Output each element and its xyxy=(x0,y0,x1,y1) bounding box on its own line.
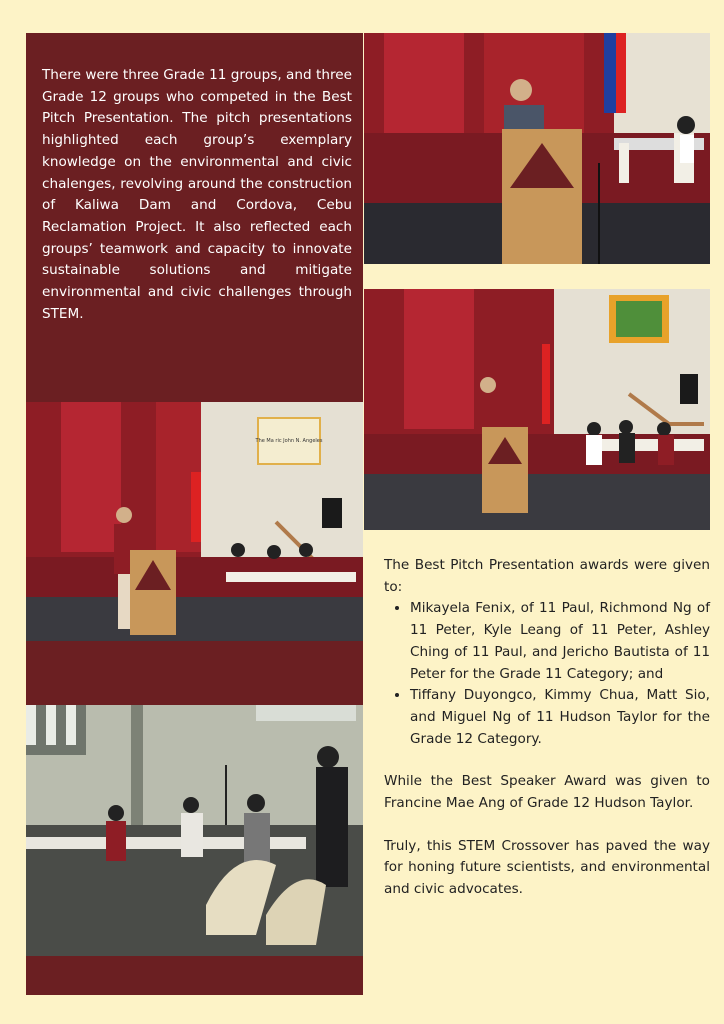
closing-paragraph: Truly, this STEM Crossover has paved the way for honing future scientists, and environmental and civic advocates. xyxy=(384,837,710,898)
photo-speaker-judges-right xyxy=(364,289,710,530)
photo-speaker-podium-left xyxy=(26,402,363,641)
speaker-award-paragraph: While the Best Speaker Award was given to Francine Mae Ang of Grade 12 Hudson Taylor. xyxy=(384,773,710,812)
screen-text: The Ma ric John N. Angeles xyxy=(255,438,323,444)
award-item-grade-11: • Mikayela Fenix, of 11 Paul, Richmond Ng of 11 Peter, Kyle Leang of 11 Peter, Ashley Ching of 11 Paul, and Jericho Bautista of 11 Peter for the Grade 11 Category; and xyxy=(410,598,710,685)
intro-paragraph: There were three Grade 11 groups, and three Grade 12 groups who competed in the Best Pitch Presentation. The pitch presentations highlighted each group’s exemplary knowledge on the environmental and civic chalenges, revolving around the construction of Kaliwa Dam and Cordova, Cebu Reclamation Project. It also reflected each groups’ teamwork and capacity to innovate sustainable solutions and mitigate environmental and civic challenges through STEM. xyxy=(42,67,352,322)
photo-speaker-podium-top xyxy=(364,33,710,264)
award-list xyxy=(384,598,710,750)
award-item-grade-12: • Tiffany Duyongco, Kimmy Chua, Matt Sio, and Miguel Ng of 11 Hudson Taylor for the Grade 12 Category. xyxy=(410,685,710,750)
awards-intro: The Best Pitch Presentation awards were given to: xyxy=(384,557,710,595)
awards-section xyxy=(384,555,710,901)
photo-judges-table xyxy=(26,705,363,956)
